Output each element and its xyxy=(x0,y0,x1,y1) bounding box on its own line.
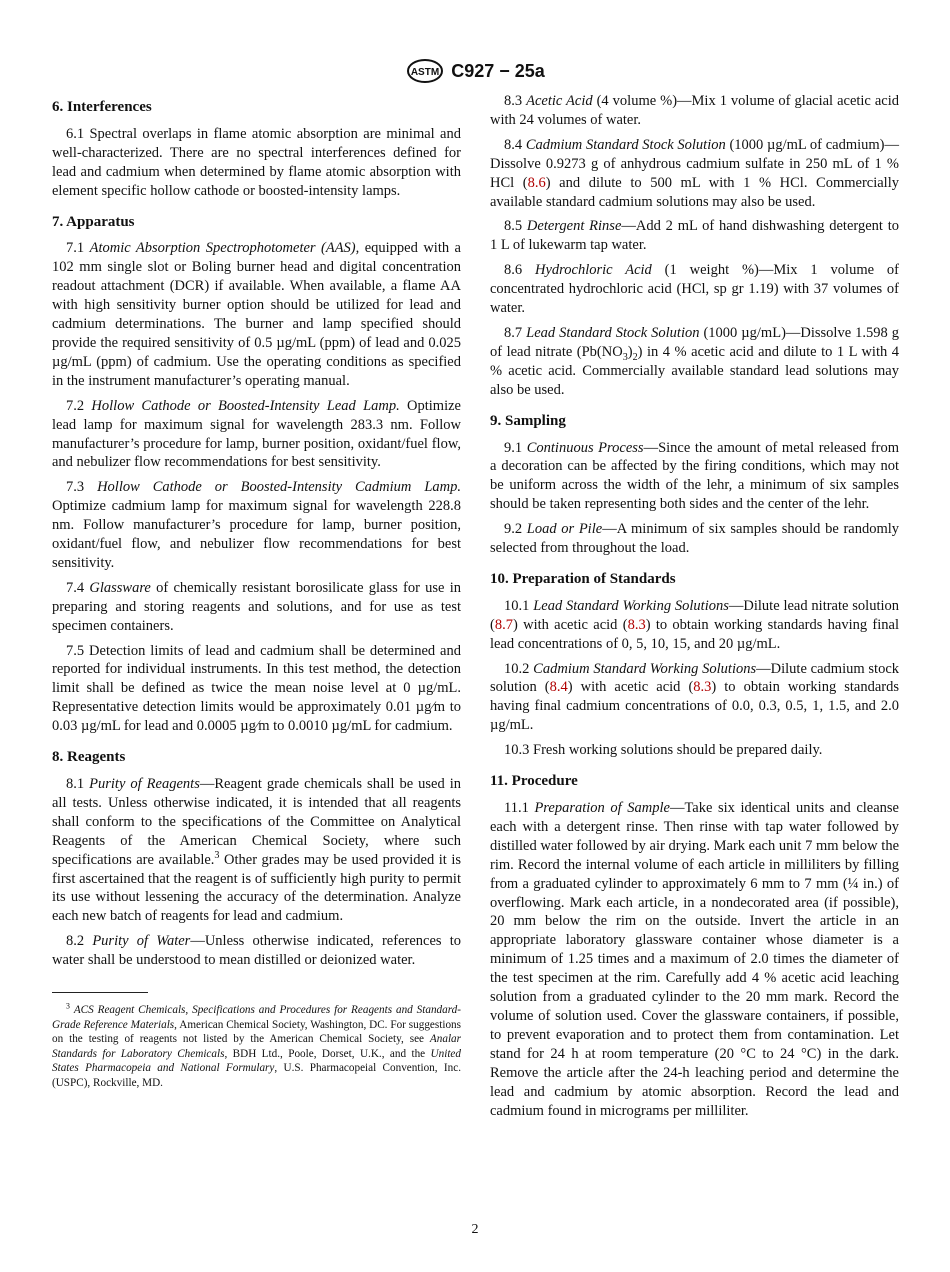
paragraph-8-3: 8.3 Acetic Acid (4 volume %)—Mix 1 volume of glacial acetic acid with 24 volumes of water. xyxy=(490,93,899,128)
paragraph-8-7: 8.7 Lead Standard Stock Solution (1000 µg/mL)—Dissolve 1.598 g of lead nitrate $(Pb(NO_3)_2)$ in 4 % acetic acid and dilute to 1 L with 4 % acetic acid. Commercially available standard lead solutions may also be used. xyxy=(490,324,900,398)
paragraph-10-3: 10.3 Fresh working solutions should be prepared daily. xyxy=(504,742,823,759)
section-heading: 9. Sampling xyxy=(490,412,566,429)
paragraph-9-2: 9.2 Load or Pile—A minimum of six samples should be randomly selected from throughout the load. xyxy=(490,521,900,557)
right-column xyxy=(490,92,899,1132)
paragraph-7-4: 7.4 Glassware of chemically resistant borosilicate glass for use in preparing and storing reagents and solutions, and for use as test specimen containers. xyxy=(52,579,461,634)
page-number: 2 xyxy=(471,1222,479,1237)
footnote-divider xyxy=(52,992,148,993)
footnote-3: $^3$ ACS Reagent Chemicals, Specifications and Procedures for Reagents and Standard-Grade Reference Materials, American Chemical Society, Washington, DC. For suggestions on the testing of reagents not listed by the American Chemical Society, see Analar Standards for Laboratory Chemicals, BDH Ltd., Poole, Dorset, U.K., and the United States Pharmacopeia and National Formulary, U.S. Pharmacopeial Convention, Inc. (USPC), Rockville, MD. xyxy=(52,1001,461,1090)
section-11 xyxy=(490,772,899,1120)
section-6 xyxy=(52,98,461,201)
cross-ref-link[interactable]: 8.3 xyxy=(627,616,646,633)
cross-ref-link[interactable]: 8.7 xyxy=(494,616,513,633)
footnote-ref[interactable]: 3 xyxy=(214,849,220,861)
left-column xyxy=(52,92,461,1091)
astm-logo-icon xyxy=(405,58,445,84)
paragraph-7-1: 7.1 Atomic Absorption Spectrophotometer (AAS), equipped with a 102 mm single slot or Boling burner head and digital concentration readout attachment (DCR) if available. When available, a flame AA with high sensitivity burner option should be utilized for lead and cadmium determinations. The burner and lamp specified should provide the required sensitivity of 0.5 µg/mL (ppm) of lead and 0.025 µg/mL (ppm) of cadmium. Use the operating conditions as specified in the instrument manufacturer’s operating manual. xyxy=(52,240,461,389)
paragraph-7-5: 7.5 Detection limits of lead and cadmium shall be determined and reported for individual instruments. In this test method, the detection limit shall be defined as twice the mean noise level at 0 µg/mL. Representative detection limits would be approximately 0.01 µg⁄m to 0.03 µg/mL for lead and 0.0005 µg⁄m to 0.0010 µg/mL for cadmium. xyxy=(52,642,461,735)
cross-ref-link[interactable]: 8.4 xyxy=(549,679,568,696)
cross-ref-link[interactable]: 8.3 xyxy=(693,679,712,696)
paragraph-8-6: 8.6 Hydrochloric Acid (1 weight %)—Mix 1 volume of concentrated hydrochloric acid (HCl, sp gr 1.19) with 37 volumes of water. xyxy=(490,262,900,317)
designation: C927 − 25a xyxy=(451,60,545,81)
section-heading: 11. Procedure xyxy=(490,773,578,790)
section-7 xyxy=(52,213,461,737)
paragraph-10-1: 10.1 Lead Standard Working Solutions—Dilute lead nitrate solution (8.7) with acetic acid (8.3) to obtain working standards having final lead concentrations of 0, 5, 10, 15, and 20 µg/mL. xyxy=(490,597,900,652)
section-heading: 8. Reagents xyxy=(52,749,126,766)
paragraph-8-2: 8.2 Purity of Water—Unless otherwise indicated, references to water shall be understood to mean distilled or deionized water. xyxy=(52,933,461,969)
page-header xyxy=(0,56,950,86)
paragraph-10-2: 10.2 Cadmium Standard Working Solutions—Dilute cadmium stock solution (8.4) with acetic acid (8.3) to obtain working standards having final cadmium concentrations of 0.0, 0.3, 0.5, 1, 1.5, and 2.0 µg/mL. xyxy=(490,660,900,734)
paragraph-11-1: 11.1 Preparation of Sample—Take six identical units and cleanse each with a detergent rinse. Then rinse with tap water followed by distilled water followed by air drying. Mark each unit 7 mm below the rim. Record the internal volume of each article in milliliters by filling from a graduated cylinder to approximately 6 mm to 7 mm (¼ in.) of overflowing. Mark each article, in a nondecorated area (if possible), 20 mm below the rim on the outside. Invert the article in an appropriate laboratory glassware container whose diameter is a minimum of 1.25 times and a maximum of 2.0 times the diameter of the test specimen at the rim. Carefully add 4 % acetic acid leaching solution from a graduated cylinder to the 20 mm mark. Record the volume of solution used. Cover the glassware containers, if possible, to prevent evaporation and to protect them from contamination. Let stand for 24 h at room temperature (20 °C to 24 °C) in the dark. Remove the article after the 24-h leaching period and determine the lead and cadmium by atomic absorption. Record the lead and cadmium found in micrograms per milliliter. xyxy=(490,800,899,1119)
paragraph-8-5: 8.5 Detergent Rinse—Add 2 mL of hand dishwashing detergent to 1 L of lukewarm tap water. xyxy=(490,218,899,254)
paragraph-7-2: 7.2 Hollow Cathode or Boosted-Intensity Lead Lamp. Optimize lead lamp for maximum signal for wavelength 283.3 nm. Follow manufacturer’s procedure for lamp, burner position, oxidant/fuel flow, and nebulizer flow recommendations for best sensitivity. xyxy=(52,397,461,471)
section-8 xyxy=(52,748,461,970)
cross-ref-link[interactable]: 8.6 xyxy=(527,174,546,191)
paragraph-9-1: 9.1 Continuous Process—Since the amount of metal released from a decoration can be affected by the firing conditions, which may not be uniform across the width of the lehr, a minimum of six samples should be taken representing both sides and the center of the lehr. xyxy=(490,439,899,513)
section-heading: 6. Interferences xyxy=(52,99,152,115)
svg-text:ASTM: ASTM xyxy=(411,67,440,78)
section-10 xyxy=(490,570,899,760)
section-9 xyxy=(490,412,899,558)
paragraph-8-4: 8.4 Cadmium Standard Stock Solution (1000 µg/mL of cadmium)—Dissolve 0.9273 g of anhydrous cadmium sulfate in 250 mL of 1 % HCl (8.6) and dilute to 500 mL with 1 % HCl. Commercially available standard cadmium solutions may also be used. xyxy=(490,136,899,210)
section-heading: 7. Apparatus xyxy=(52,213,135,230)
paragraph-8-1: 8.1 Purity of Reagents—Reagent grade chemicals shall be used in all tests. Unless otherwise indicated, it is intended that all reagents shall conform to the specifications of the Committee on Analytical Reagents of the American Chemical Society, where such specifications are available.$^3$ Other grades may be used provided it is first ascertained that the reagent is of sufficiently high purity to permit its use without lessening the accuracy of the determination. Analyze each new batch of reagents for lead and cadmium. xyxy=(52,776,462,925)
paragraph-6-1: 6.1 Spectral overlaps in flame atomic absorption are minimal and well-characterized. There are no spectral interferences defined for lead and cadmium when determined by flame atomic absorption with element specific hollow cathode or boosted-intensity lamps. xyxy=(52,125,461,199)
section-heading: 10. Preparation of Standards xyxy=(490,570,676,587)
paragraph-7-3: 7.3 Hollow Cathode or Boosted-Intensity Cadmium Lamp. Optimize cadmium lamp for maximum signal for wavelength 228.8 nm. Follow manufacturer’s procedure for lamp, burner position, oxidant/fuel flow, and nebulizer flow recommendations for best sensitivity. xyxy=(52,479,461,571)
section-8-continued xyxy=(490,92,899,400)
